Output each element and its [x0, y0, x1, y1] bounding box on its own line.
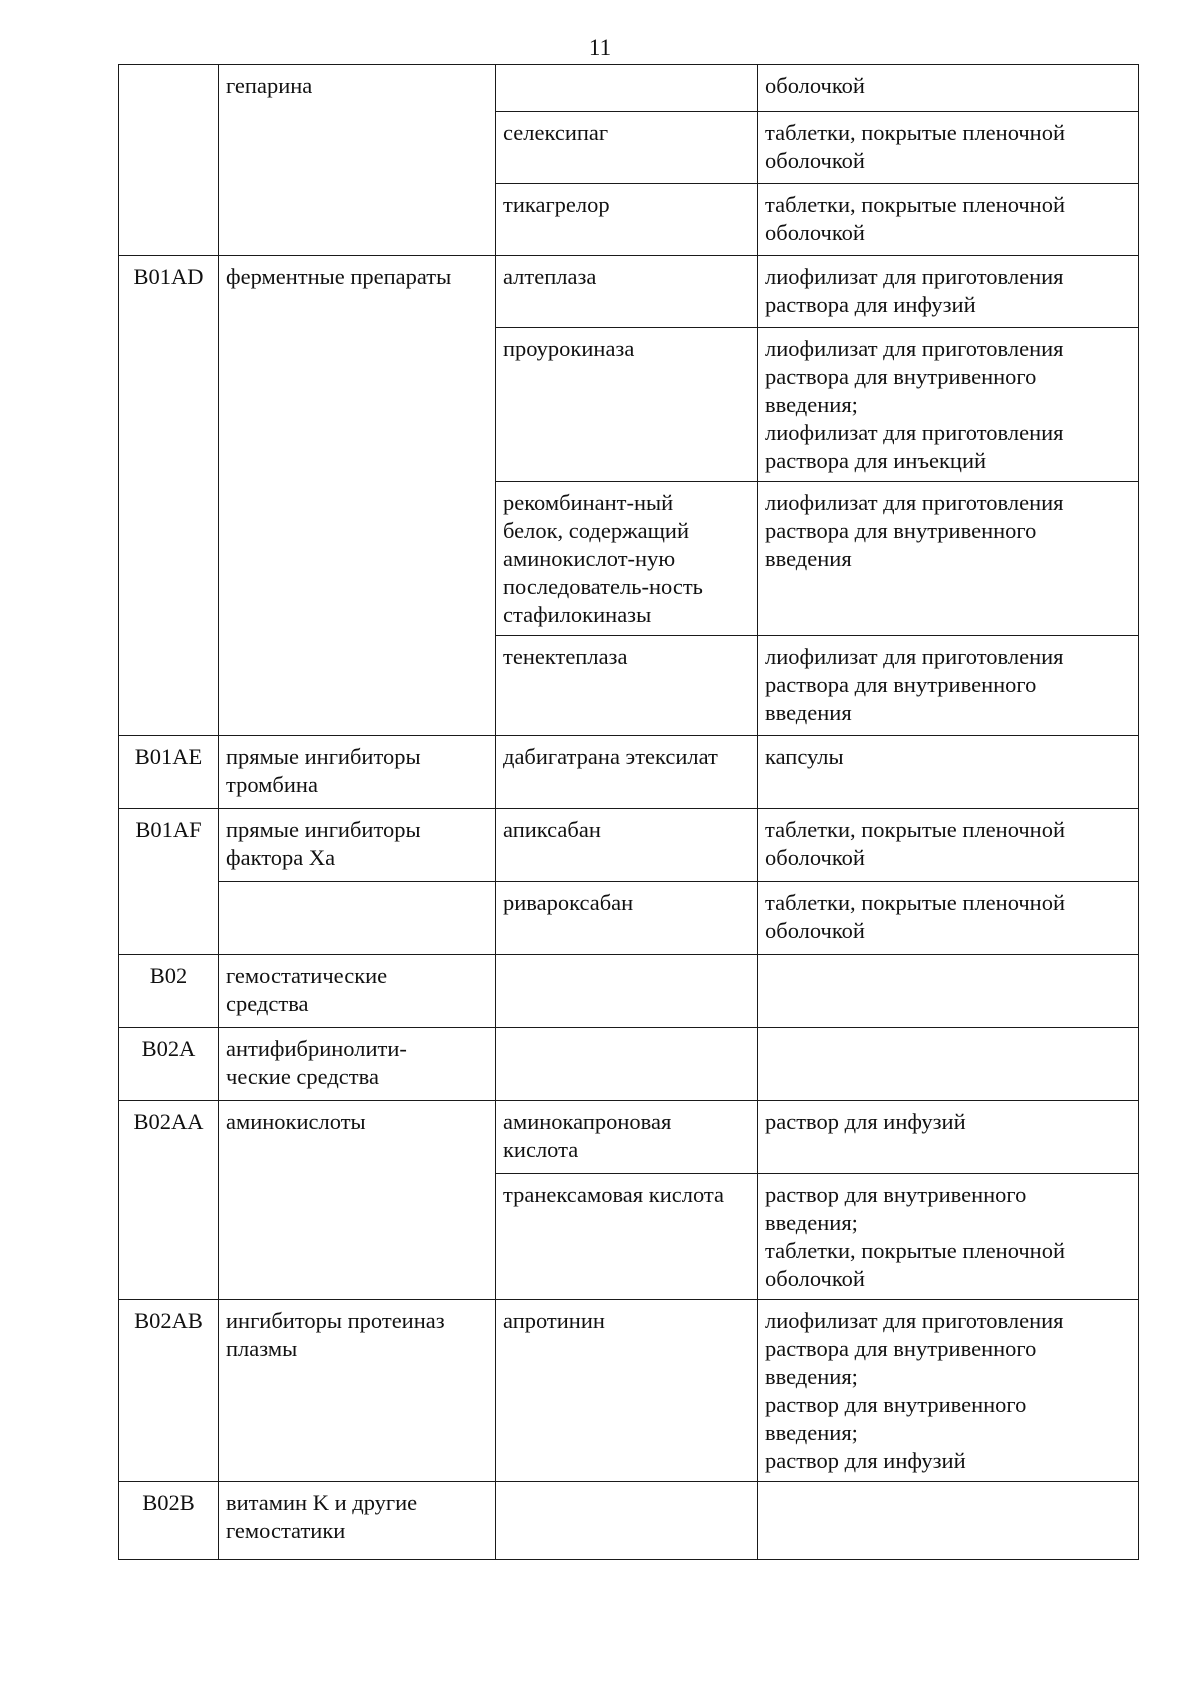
group-name: аминокислоты	[226, 1109, 366, 1134]
form-line: раствора для инфузий	[765, 292, 976, 317]
form-line: капсулы	[765, 744, 844, 769]
drug-name: проурокиназа	[503, 336, 635, 361]
group-cell	[219, 1028, 496, 1101]
form-cell	[758, 328, 1139, 482]
form-line: таблетки, покрытые пленочной	[765, 890, 1066, 915]
table-row	[119, 65, 1139, 112]
drug-line: белок, содержащий	[503, 518, 690, 543]
drug-name: ривароксабан	[503, 890, 634, 915]
drug-line: последователь-ность	[503, 574, 703, 599]
group-cell	[219, 256, 496, 736]
group-cell	[219, 1101, 496, 1300]
form-cell	[758, 1101, 1139, 1174]
form-line: раствор для инфузий	[765, 1109, 966, 1134]
atc-code-cell	[119, 256, 219, 736]
form-line: раствора для внутривенного	[765, 672, 1037, 697]
form-line: раствора для внутривенного	[765, 518, 1037, 543]
form-line: лиофилизат для приготовления	[765, 420, 1064, 445]
drug-cell	[496, 328, 758, 482]
form-line: раствора для инъекций	[765, 448, 987, 473]
atc-code: B02AB	[134, 1308, 203, 1333]
drug-cell	[496, 1300, 758, 1482]
table-row	[119, 1028, 1139, 1101]
drug-cell	[496, 809, 758, 882]
group-name: ферментные препараты	[226, 264, 452, 289]
group-line: прямые ингибиторы	[226, 817, 421, 842]
atc-code-cell	[119, 1028, 219, 1101]
form-line: введения;	[765, 1210, 858, 1235]
form-cell	[758, 1174, 1139, 1300]
atc-code-cell	[119, 1101, 219, 1300]
group-cell	[219, 736, 496, 809]
form-line: раствор для инфузий	[765, 1448, 966, 1473]
group-line: ческие средства	[226, 1064, 379, 1089]
form-line: таблетки, покрытые пленочной	[765, 817, 1066, 842]
drug-line: аминокапроновая	[503, 1109, 672, 1134]
form-line: таблетки, покрытые пленочной	[765, 1238, 1066, 1263]
form-cell	[758, 482, 1139, 636]
drug-cell	[496, 1101, 758, 1174]
group-line: фактора Xa	[226, 845, 336, 870]
drug-cell	[496, 736, 758, 809]
form-line: таблетки, покрытые пленочной	[765, 120, 1066, 145]
group-line: антифибринолити-	[226, 1036, 407, 1061]
group-line: прямые ингибиторы	[226, 744, 421, 769]
form-cell	[758, 736, 1139, 809]
drug-name: алтеплаза	[503, 264, 597, 289]
form-cell	[758, 1482, 1139, 1560]
drug-name: апиксабан	[503, 817, 601, 842]
group-name: гепарина	[226, 73, 313, 98]
form-line: раствор для внутривенного	[765, 1182, 1027, 1207]
form-cell	[758, 256, 1139, 328]
drug-name: транексамовая кислота	[503, 1182, 725, 1207]
drug-name: апротинин	[503, 1308, 605, 1333]
form-line: оболочкой	[765, 73, 865, 98]
form-line: лиофилизат для приготовления	[765, 490, 1064, 515]
group-cell	[219, 809, 496, 882]
drug-cell	[496, 636, 758, 736]
group-line: витамин K и другие	[226, 1490, 418, 1515]
drug-cell	[496, 112, 758, 184]
form-line: введения;	[765, 1420, 858, 1445]
table-row	[119, 256, 1139, 328]
form-cell	[758, 809, 1139, 882]
group-line: тромбина	[226, 772, 318, 797]
group-line: плазмы	[226, 1336, 298, 1361]
form-line: оболочкой	[765, 845, 865, 870]
group-line: гемостатические	[226, 963, 388, 988]
form-line: введения;	[765, 392, 858, 417]
drug-name: тенектеплаза	[503, 644, 628, 669]
drug-cell	[496, 882, 758, 955]
group-line: ингибиторы протеиназ	[226, 1308, 445, 1333]
form-line: лиофилизат для приготовления	[765, 644, 1064, 669]
atc-code-cell	[119, 1300, 219, 1482]
drug-line: стафилокиназы	[503, 602, 652, 627]
form-line: оболочкой	[765, 1266, 865, 1291]
page-number: 11	[588, 35, 612, 60]
form-cell	[758, 955, 1139, 1028]
form-line: лиофилизат для приготовления	[765, 336, 1064, 361]
table-row	[119, 809, 1139, 882]
group-line: средства	[226, 991, 309, 1016]
table-row	[119, 1300, 1139, 1482]
form-cell	[758, 65, 1139, 112]
drug-name: селексипаг	[503, 120, 609, 145]
table-row	[119, 882, 1139, 955]
form-line: лиофилизат для приготовления	[765, 1308, 1064, 1333]
atc-code: B02B	[142, 1490, 195, 1515]
atc-code-cell	[119, 955, 219, 1028]
atc-code-cell	[119, 736, 219, 809]
form-line: оболочкой	[765, 918, 865, 943]
form-line: введения	[765, 700, 852, 725]
form-line: введения;	[765, 1364, 858, 1389]
drug-line: аминокислот-ную	[503, 546, 676, 571]
drug-cell	[496, 184, 758, 256]
table-row	[119, 1482, 1139, 1560]
form-cell	[758, 184, 1139, 256]
group-cell	[219, 955, 496, 1028]
drug-cell	[496, 65, 758, 112]
table-row	[119, 955, 1139, 1028]
drug-cell	[496, 482, 758, 636]
drug-cell	[496, 1174, 758, 1300]
form-line: оболочкой	[765, 148, 865, 173]
group-cell	[219, 65, 496, 256]
group-cell	[219, 882, 496, 955]
form-cell	[758, 1028, 1139, 1101]
drug-cell	[496, 955, 758, 1028]
drug-name: дабигатрана этексилат	[503, 744, 718, 769]
form-line: оболочкой	[765, 220, 865, 245]
group-line: гемостатики	[226, 1518, 346, 1543]
form-line: раствора для внутривенного	[765, 1336, 1037, 1361]
form-cell	[758, 112, 1139, 184]
drug-table	[118, 64, 1139, 1560]
atc-code-cell	[119, 1482, 219, 1560]
atc-code: B02A	[141, 1036, 196, 1061]
form-line: раствор для внутривенного	[765, 1392, 1027, 1417]
form-line: введения	[765, 546, 852, 571]
table-row	[119, 1101, 1139, 1174]
drug-line: кислота	[503, 1137, 579, 1162]
drug-cell	[496, 256, 758, 328]
atc-code-cell	[119, 809, 219, 955]
table-row	[119, 736, 1139, 809]
atc-code: B02	[149, 963, 188, 988]
drug-line: рекомбинант-ный	[503, 490, 674, 515]
drug-cell	[496, 1482, 758, 1560]
atc-code: B01AE	[134, 744, 203, 769]
drug-cell	[496, 1028, 758, 1101]
drug-name: тикагрелор	[503, 192, 610, 217]
group-cell	[219, 1482, 496, 1560]
form-line: таблетки, покрытые пленочной	[765, 192, 1066, 217]
form-cell	[758, 882, 1139, 955]
form-line: лиофилизат для приготовления	[765, 264, 1064, 289]
form-cell	[758, 636, 1139, 736]
atc-code: B01AD	[133, 264, 204, 289]
form-line: раствора для внутривенного	[765, 364, 1037, 389]
form-cell	[758, 1300, 1139, 1482]
atc-code: B02AA	[133, 1109, 204, 1134]
group-cell	[219, 1300, 496, 1482]
atc-code-cell	[119, 65, 219, 256]
atc-code: B01AF	[135, 817, 202, 842]
